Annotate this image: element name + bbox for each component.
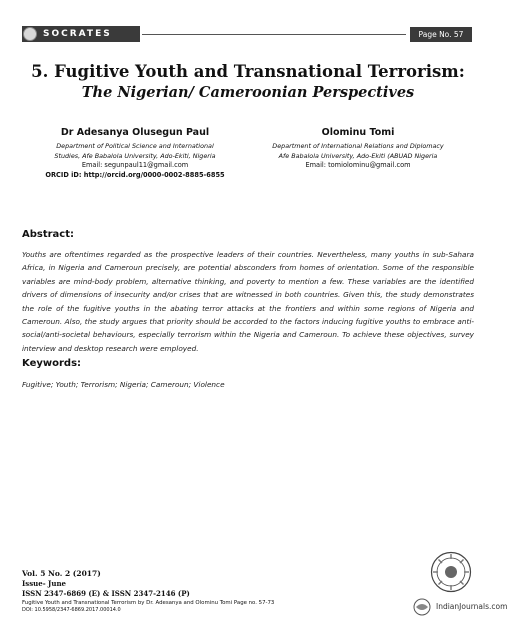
author-block-2 xyxy=(243,127,473,171)
author-block-1 xyxy=(20,127,250,180)
issue-info: Issue- June xyxy=(22,579,66,588)
doi-line: DOI: 10.5958/2347-6869.2017.00014.0 xyxy=(22,607,121,613)
socrates-seal-icon xyxy=(430,551,472,593)
publisher-name: IndianJournals.com xyxy=(436,602,507,611)
author-affiliation: Department of Political Science and International xyxy=(56,142,214,150)
citation-line: Fugitive Youth and Transnational Terrorism by Dr. Adesanya and Olominu Tomi Page no. 57-73 xyxy=(22,600,275,606)
author-affiliation: Department of International Relations and Diplomacy xyxy=(272,142,444,150)
keywords-heading: Keywords: xyxy=(22,358,82,369)
author-email: Email: segunpaul11@gmail.com xyxy=(81,161,189,169)
logo-text: SOCRATES xyxy=(43,29,112,39)
article-subtitle: The Nigerian/ Cameroonian Perspectives xyxy=(81,84,415,101)
author-affiliation: Studies, Afe Babalola University, Ado-Ekiti, Nigeria xyxy=(54,151,216,160)
keywords-list: Fugitive; Youth; Terrorism; Nigeria; Cameroun; Violence xyxy=(22,380,225,389)
author-name: Olominu Tomi xyxy=(321,127,395,138)
abstract-heading: Abstract: xyxy=(22,229,75,240)
volume-info: Vol. 5 No. 2 (2017) xyxy=(22,569,101,578)
page-number-badge: Page No. 57 xyxy=(410,27,472,42)
article-title: 5. Fugitive Youth and Transnational Terrorism: xyxy=(31,62,465,81)
journal-logo xyxy=(22,26,140,42)
author-name: Dr Adesanya Olusegun Paul xyxy=(60,127,210,138)
page-footer xyxy=(22,569,274,614)
author-affiliation: Afe Babalola University, Ado-Ekiti (ABUAD Nigeria xyxy=(278,151,438,160)
abstract-body: Youths are oftentimes regarded as the prospective leaders of their countries. Nevertheless, many youths in sub-Sahara Africa, in Nigeria and Cameroun precisely, are potential absconders from homes of orientation. Some of the responsible variables are mind-body problem, alternative thinking, and poverty to mention a few. These variables are the identified drivers of dimensions of insecurity and/or crises that are witnessed in both countries. Given this, the study demonstrates the role of the fugitive youths in the abating terror attacks at the frontiers and within some regions of Nigeria and Cameroun. Also, the study argues that priority should be accorded to the factors inducing fugitive youths to embrace anti-social/anti-societal behaviours, especially terrorism within the Nigeria and Cameroun. To achieve these objectives, survey interview and desktop research were employed. xyxy=(22,250,474,353)
logo-emblem-icon xyxy=(23,27,37,41)
issn-info: ISSN 2347-6869 (E) & ISSN 2347-2146 (P) xyxy=(22,589,190,598)
author-email: Email: tomiolominu@gmail.com xyxy=(305,161,411,169)
header-divider xyxy=(142,34,406,35)
author-orcid: ORCID iD: http://orcid.org/0000-0002-8885-6855 xyxy=(45,170,225,179)
